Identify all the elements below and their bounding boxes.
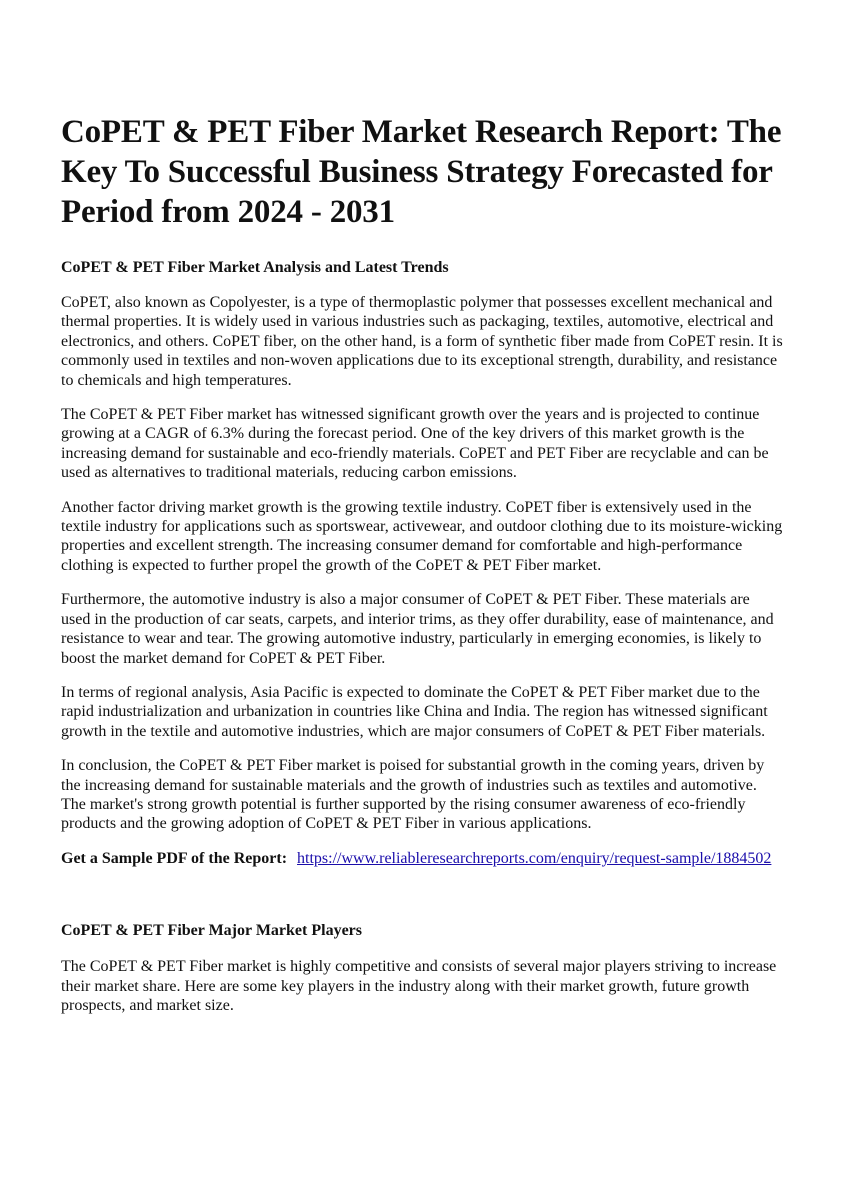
paragraph-conclusion: In conclusion, the CoPET & PET Fiber market is poised for substantial growth in the coming years, driven by the increasing demand for sustainable materials and the growth of industries such as textiles and automotive. The market's strong growth potential is further supported by the rising consumer awareness of eco-friendly products and the growing adoption of CoPET & PET Fiber in various applications. xyxy=(61,757,765,833)
sample-label: Get a Sample PDF of the Report: xyxy=(61,849,288,867)
page-title: CoPET & PET Fiber Market Research Report: The Key To Successful Business Strategy Forecasted for Period from 2024 - 2031 xyxy=(61,114,782,230)
players-intro-paragraph: The CoPET & PET Fiber market is highly competitive and consists of several major players striving to increase their market share. Here are some key players in the industry along with their market growth, future growth prospects, and market size. xyxy=(61,958,777,1014)
report-page xyxy=(61,112,783,1015)
paragraph-regional-analysis: In terms of regional analysis, Asia Pacific is expected to dominate the CoPET & PET Fiber market due to the rapid industrialization and urbanization in countries like China and India. The region has witnessed significant growth in the textile and automotive industries, which are major consumers of CoPET & PET Fiber materials. xyxy=(61,683,768,740)
analysis-heading: CoPET & PET Fiber Market Analysis and Latest Trends xyxy=(61,259,449,276)
paragraph-copet-definition: CoPET, also known as Copolyester, is a type of thermoplastic polymer that possesses excellent mechanical and thermal properties. It is widely used in various industries such as packaging, textiles, automotive, electrical and electronics, and others. CoPET fiber, on the other hand, is a form of synthetic fiber made from CoPET resin. It is commonly used in textiles and non-woven applications due to its exceptional strength, durability, and resistance to chemicals and high temperatures. xyxy=(61,294,783,389)
sample-pdf-link[interactable]: https://www.reliableresearchreports.com/enquiry/request-sample/1884502 xyxy=(297,849,772,867)
sample-request xyxy=(61,849,783,868)
paragraph-textile-industry: Another factor driving market growth is the growing textile industry. CoPET fiber is extensively used in the textile industry for applications such as sportswear, activewear, and outdoor clothing due to its moisture-wicking properties and excellent strength. The increasing consumer demand for comfortable and high-performance clothing is expected to further propel the growth of the CoPET & PET Fiber market. xyxy=(61,498,783,574)
players-heading: CoPET & PET Fiber Major Market Players xyxy=(61,922,362,940)
paragraph-automotive-industry: Furthermore, the automotive industry is also a major consumer of CoPET & PET Fiber. These materials are used in the production of car seats, carpets, and interior trims, as they offer durability, ease of maintenance, and resistance to wear and tear. The growing automotive industry, particularly in emerging economies, is likely to boost the market demand for CoPET & PET Fiber. xyxy=(61,591,774,667)
paragraph-market-growth: The CoPET & PET Fiber market has witnessed significant growth over the years and is projected to continue growing at a CAGR of 6.3% during the forecast period. One of the key drivers of this market growth is the increasing demand for sustainable and eco-friendly materials. CoPET and PET Fiber are recyclable and can be used as alternatives to traditional materials, reducing carbon emissions. xyxy=(61,406,769,482)
